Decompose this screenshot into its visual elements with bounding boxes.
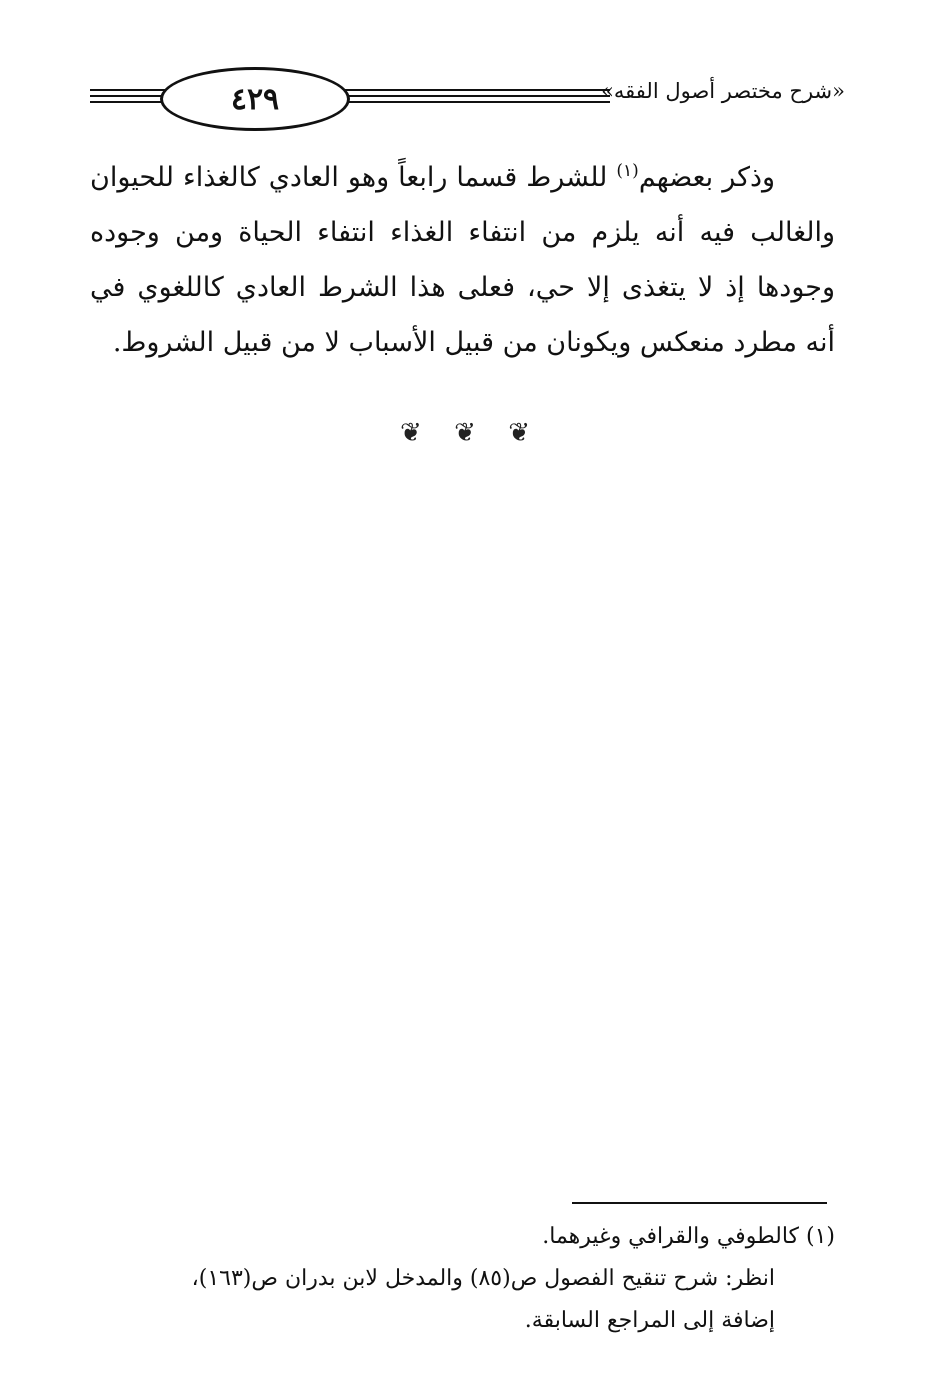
footnote-1-addition: إضافة إلى المراجع السابقة. [524, 1308, 775, 1333]
paragraph-start: وذكر بعضهم [638, 162, 776, 193]
page-number: ٤٢٩ [230, 81, 280, 117]
page-number-oval [160, 67, 350, 131]
footnote-1-reference: انظر: شرح تنقيح الفصول ص(٨٥) والمدخل لابن بدران ص(١٦٣)، [191, 1266, 775, 1291]
footnote-separator [572, 1202, 827, 1204]
paragraph [90, 150, 835, 370]
main-text [90, 150, 835, 370]
footnote-reference[interactable]: (١) [616, 161, 639, 181]
footnote-1: (١) كالطوفي والقرافي وغيرهما. [542, 1224, 835, 1249]
ornament-icon: ❦ [508, 418, 530, 448]
page-header [90, 55, 845, 135]
footnotes [70, 1216, 835, 1342]
ornament-icon: ❦ [454, 418, 476, 448]
paragraph-rest: للشرط قسما رابعاً وهو العادي كالغذاء للحيوان والغالب فيه أنه يلزم من انتفاء الغذاء انتفاء الحياة ومن وجوده وجودها إذ لا يتغذى إلا حي، فعلى هذا الشرط العادي كاللغوي في أنه مطرد منعكس ويكونان من قبيل الأسباب لا من قبيل الشروط. [90, 162, 835, 358]
ornament-icon: ❦ [400, 418, 422, 448]
section-ornaments [400, 418, 530, 448]
running-title: «شرح مختصر أصول الفقه» [601, 79, 845, 103]
